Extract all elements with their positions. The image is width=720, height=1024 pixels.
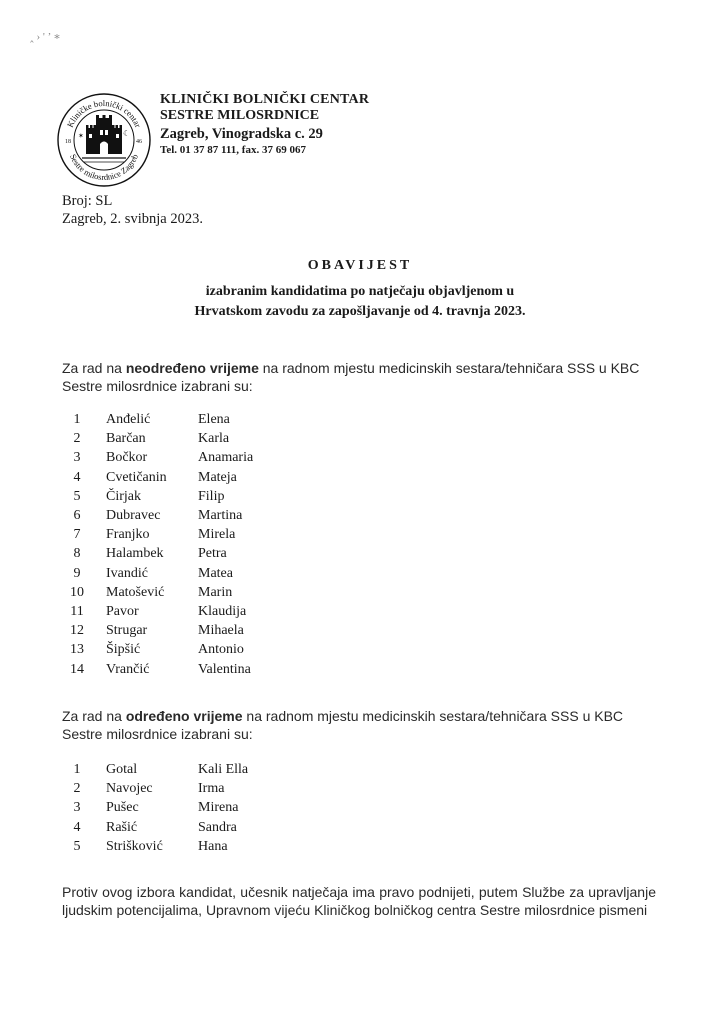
- logo-year-left: 18: [65, 139, 71, 145]
- row-number: 7: [73, 527, 81, 543]
- table-row: [62, 410, 318, 429]
- table-row: [62, 779, 318, 798]
- row-number: 14: [70, 661, 84, 677]
- candidate-surname: Bočkor: [106, 450, 148, 466]
- candidate-name: Elena: [198, 412, 230, 427]
- logo-year-right: 46: [136, 139, 142, 145]
- intro-emphasis: određeno vrijeme: [125, 708, 243, 724]
- table-row: [62, 837, 318, 856]
- organization-header: [160, 92, 369, 157]
- document-date: Zagreb, 2. svibnja 2023.: [62, 211, 203, 227]
- hospital-seal-logo: [56, 92, 152, 188]
- table-row: [62, 525, 318, 544]
- candidate-surname: Gotal: [106, 762, 138, 777]
- candidate-name: Filip: [198, 488, 225, 504]
- row-number: 8: [73, 546, 81, 562]
- candidate-name: Irma: [198, 781, 225, 797]
- section2-intro: [62, 707, 656, 743]
- intro-emphasis: neodređeno vrijeme: [125, 360, 259, 376]
- document-title: OBAVIJEST: [307, 258, 413, 273]
- row-number: 2: [73, 431, 81, 447]
- candidate-name: Matea: [198, 565, 233, 581]
- closing-paragraph: Protiv ovog izbora kandidat, učesnik natječaja ima pravo podnijeti, putem Službe za upravljanje ljudskim potencijalima, Upravnom vijeću Kliničkog bolničkog centra Sestre milosrdnice pismeni: [62, 884, 656, 918]
- fixed-term-candidates-table: [62, 760, 318, 856]
- subtitle-line2: Hrvatskom zavodu za zapošljavanje od 4. travnja 2023.: [194, 304, 526, 319]
- candidate-name: Antonio: [198, 642, 244, 658]
- row-number: 5: [73, 838, 81, 854]
- row-number: 1: [73, 762, 81, 777]
- table-row: [62, 429, 318, 448]
- candidate-surname: Strišković: [106, 838, 163, 854]
- candidate-name: Petra: [198, 546, 227, 562]
- row-number: 13: [70, 642, 84, 658]
- table-row: [62, 660, 318, 679]
- candidate-surname: Franjko: [106, 527, 150, 543]
- candidate-name: Anamaria: [198, 450, 254, 466]
- candidate-name: Kali Ella: [198, 762, 249, 777]
- intro-text: Za rad na: [62, 708, 126, 724]
- row-number: 3: [73, 450, 81, 466]
- candidate-name: Mirena: [198, 800, 239, 816]
- candidate-surname: Rašić: [106, 819, 138, 835]
- table-row: [62, 487, 318, 506]
- org-name-line1: KLINIČKI BOLNIČKI CENTAR: [160, 92, 370, 107]
- candidate-surname: Pušec: [106, 800, 139, 816]
- table-row: [62, 818, 318, 837]
- table-row: [62, 583, 318, 602]
- candidate-surname: Šipšić: [106, 642, 141, 658]
- row-number: 1: [73, 412, 81, 427]
- row-number: 3: [73, 800, 81, 816]
- table-row: [62, 448, 318, 467]
- table-row: [62, 468, 318, 487]
- row-number: 4: [73, 819, 81, 835]
- row-number: 12: [70, 623, 84, 639]
- table-row: [62, 564, 318, 583]
- candidate-surname: Vrančić: [106, 661, 150, 677]
- row-number: 2: [73, 781, 81, 797]
- row-number: 9: [73, 565, 81, 581]
- candidate-surname: Anđelić: [106, 412, 151, 427]
- candidate-name: Hana: [198, 838, 228, 854]
- table-row: [62, 640, 318, 659]
- document-subtitle: [0, 282, 720, 322]
- candidate-name: Mateja: [198, 469, 237, 485]
- candidate-name: Martina: [198, 508, 243, 524]
- org-contact: Tel. 01 37 87 111, fax. 37 69 067: [160, 144, 306, 156]
- table-row: [62, 544, 318, 563]
- candidate-surname: Dubravec: [106, 508, 161, 524]
- table-row: [62, 760, 318, 779]
- logo-text-top: Kliničke bolnički centar: [64, 98, 144, 129]
- reference-number: Broj: SL: [62, 193, 113, 209]
- candidate-name: Karla: [198, 431, 230, 447]
- svg-text:Sestre milosrdnice Zagreb: [68, 153, 140, 183]
- candidate-surname: Barčan: [106, 431, 146, 447]
- org-address: Zagreb, Vinogradska c. 29: [160, 126, 323, 142]
- candidate-name: Marin: [198, 584, 233, 600]
- indefinite-term-candidates-table: [62, 410, 318, 679]
- candidate-name: Mihaela: [198, 623, 244, 639]
- table-row: [62, 798, 318, 817]
- candidate-surname: Čirjak: [106, 488, 141, 504]
- row-number: 5: [73, 488, 81, 504]
- org-name-line2: SESTRE MILOSRDNICE: [160, 108, 320, 123]
- candidate-name: Valentina: [198, 661, 251, 677]
- section1-intro: [62, 359, 656, 395]
- candidate-name: Mirela: [198, 527, 236, 543]
- row-number: 4: [73, 469, 81, 485]
- row-number: 6: [73, 508, 81, 524]
- row-number: 10: [70, 584, 84, 600]
- table-row: [62, 602, 318, 621]
- row-number: 11: [70, 604, 84, 620]
- table-row: [62, 506, 318, 525]
- candidate-name: Klaudija: [198, 604, 247, 620]
- candidate-name: Sandra: [198, 819, 237, 835]
- intro-text: na radnom mjestu medicinskih sestara/tehničara SSS u KBC Sestre milosrdnice izabrani su:: [62, 708, 624, 742]
- candidate-surname: Matošević: [106, 584, 165, 600]
- intro-text: na radnom mjestu medicinskih sestara/tehničara SSS u KBC Sestre milosrdnice izabrani su:: [62, 360, 640, 394]
- intro-text: Za rad na: [62, 360, 126, 376]
- logo-text-bottom: Sestre milosrdnice Zagreb: [67, 152, 141, 183]
- candidate-surname: Cvetičanin: [106, 469, 167, 485]
- svg-text:☾: ☾: [123, 129, 131, 138]
- candidate-surname: Navojec: [106, 781, 153, 797]
- document-meta: [62, 192, 203, 228]
- candidate-surname: Strugar: [106, 623, 148, 639]
- svg-text:✶: ✶: [78, 132, 84, 140]
- scan-artifact: ‸ › ' ’ ∗: [30, 31, 61, 43]
- candidate-surname: Ivandić: [106, 565, 148, 581]
- candidate-surname: Pavor: [106, 604, 139, 620]
- subtitle-line1: izabranim kandidatima po natječaju objavljenom u: [205, 284, 515, 299]
- candidate-surname: Halambek: [106, 546, 164, 562]
- table-row: [62, 621, 318, 640]
